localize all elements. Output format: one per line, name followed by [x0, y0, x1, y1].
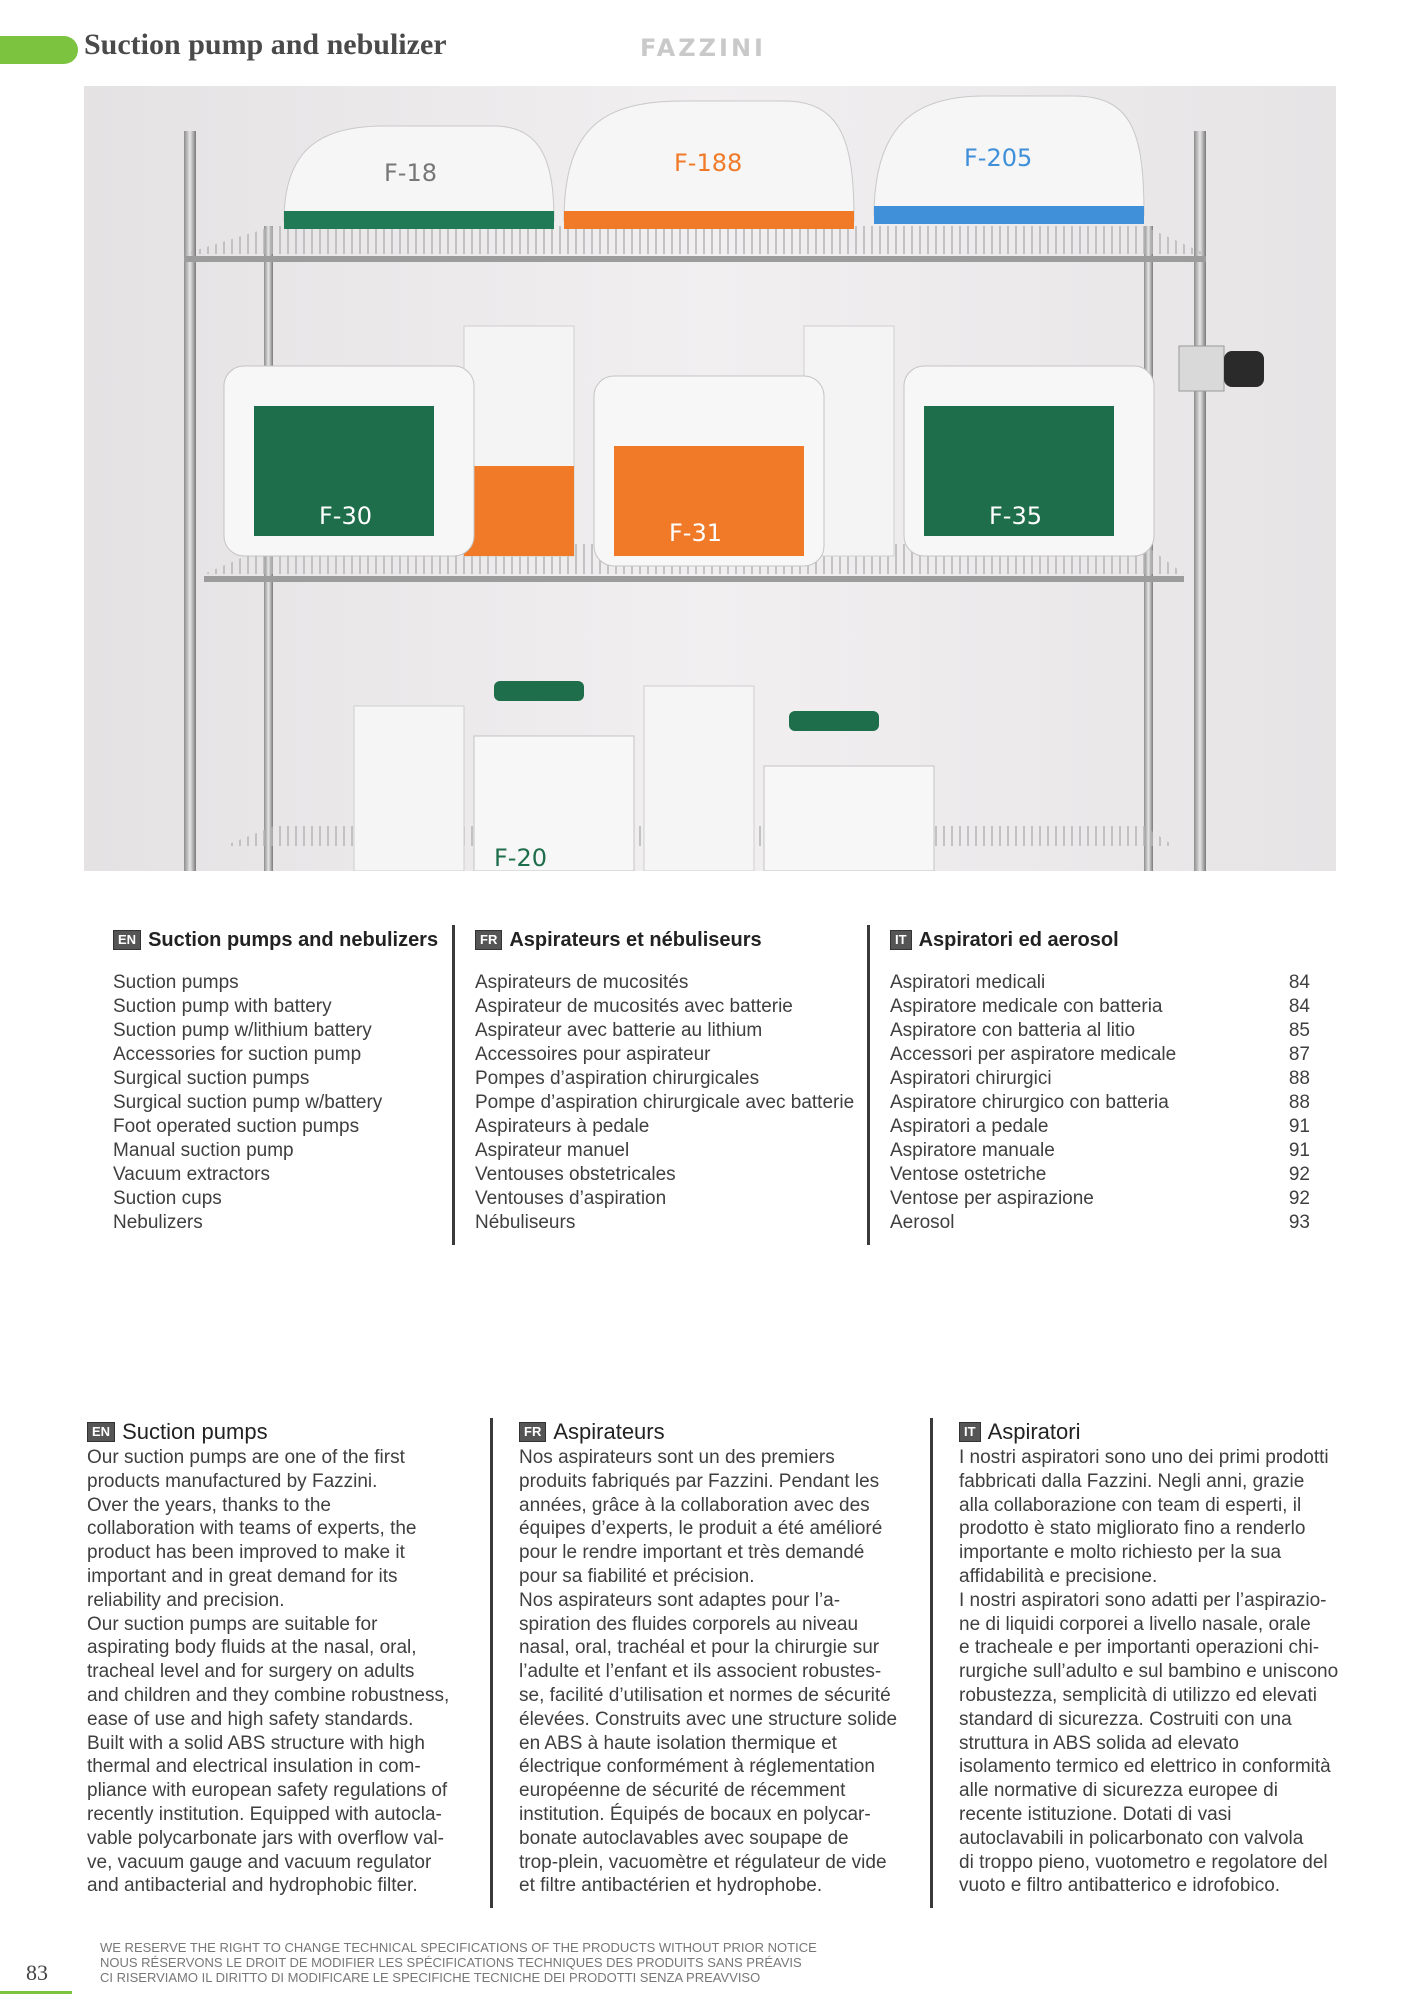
- toc-page-number: 88: [1288, 1092, 1310, 1113]
- description-body-en: Our suction pumps are one of the first products manufactured by Fazzini. Over the years, thanks to the collaboration with teams of experts, the product has been improved to make it important and in great demand for its reliability and precision. Our suction pumps are suitable for aspirating body fluids at the nasal, oral, tracheal level and for surgery on adults and children and they combine robustness, ease of use and high safety standards. Built with a solid ABS structure with high thermal and electrical insulation in com- pliance with european safety regulations of recently institution. Equipped with autocla- vable polycarbonate jars with overflow val- ve, vacuum gauge and vacuum regulator and antibacterial and hydrophobic filter.: [87, 1447, 450, 1897]
- language-badge-en: EN: [113, 930, 141, 950]
- description-heading-en: EN Suction pumps: [87, 1418, 477, 1446]
- toc-item[interactable]: Pompe d’aspiration chirurgicale avec batterie: [475, 1092, 855, 1113]
- description-fr: [490, 1418, 935, 1908]
- brand-logo: FAZZINI: [640, 34, 766, 62]
- language-badge-fr: FR: [475, 930, 502, 950]
- toc-page-number: 93: [1288, 1212, 1310, 1233]
- toc-item[interactable]: Aspirateurs à pedale: [475, 1116, 650, 1137]
- toc-item[interactable]: Manual suction pump: [113, 1140, 294, 1161]
- page-title: Suction pump and nebulizer: [84, 28, 447, 61]
- footer-line-fr: NOUS RÉSERVONS LE DROIT DE MODIFIER LES SPÉCIFICATIONS TECHNIQUES DES PRODUITS SANS PRÉAVIS: [100, 1955, 802, 1970]
- toc-page-number: 88: [1288, 1068, 1310, 1089]
- toc-item[interactable]: Ventouses obstetricales: [475, 1164, 676, 1185]
- svg-text:F-188: F-188: [674, 149, 743, 177]
- toc-page-number: 85: [1288, 1020, 1310, 1041]
- toc-item[interactable]: Aspirateur avec batterie au lithium: [475, 1020, 763, 1041]
- toc-page-number: 92: [1288, 1164, 1310, 1185]
- toc-column-fr: [452, 925, 875, 1245]
- page-number-underline: [0, 1991, 72, 1994]
- description-heading-fr: FR Aspirateurs: [519, 1418, 935, 1446]
- page-number: 83: [26, 1960, 48, 1985]
- section-tab-marker: [0, 36, 78, 64]
- toc-page-number: 92: [1288, 1188, 1310, 1209]
- product-photo: [84, 86, 1336, 871]
- footer-disclaimer: [100, 1940, 817, 1985]
- svg-text:F-35: F-35: [989, 502, 1043, 530]
- toc-item[interactable]: Aspiratori chirurgici 88: [890, 1068, 1310, 1089]
- toc-heading-fr: FR Aspirateurs et nébuliseurs: [475, 925, 875, 955]
- language-badge-en: EN: [87, 1422, 115, 1442]
- svg-text:F-205: F-205: [964, 144, 1033, 172]
- toc-item[interactable]: Aspirateurs de mucosités: [475, 972, 689, 993]
- toc-page-number: 84: [1288, 972, 1310, 993]
- toc-item[interactable]: Aspirateur de mucosités avec batterie: [475, 996, 793, 1017]
- svg-text:F-31: F-31: [669, 519, 723, 547]
- toc-item[interactable]: Nebulizers: [113, 1212, 203, 1233]
- toc-item[interactable]: Pompes d’aspiration chirurgicales: [475, 1068, 760, 1089]
- toc-item[interactable]: Aspiratori medicali 84: [890, 972, 1310, 993]
- toc-list-en: [113, 971, 443, 1235]
- toc-heading-en: EN Suction pumps and nebulizers: [113, 925, 443, 955]
- toc-item[interactable]: Aspirateur manuel: [475, 1140, 630, 1161]
- toc-page-number: 87: [1288, 1044, 1310, 1065]
- language-badge-it: IT: [890, 930, 912, 950]
- toc-item[interactable]: Accessories for suction pump: [113, 1044, 362, 1065]
- toc-item[interactable]: Ventose per aspirazione 92: [890, 1188, 1310, 1209]
- footer-line-en: WE RESERVE THE RIGHT TO CHANGE TECHNICAL SPECIFICATIONS OF THE PRODUCTS WITHOUT PRIOR NOTICE: [100, 1940, 817, 1955]
- toc-item[interactable]: Suction pumps: [113, 972, 239, 993]
- toc-item[interactable]: Vacuum extractors: [113, 1164, 270, 1185]
- toc-page-number: 91: [1288, 1116, 1310, 1137]
- toc-list-it: [890, 971, 1336, 1235]
- description-body-it: I nostri aspiratori sono uno dei primi prodotti fabbricati dalla Fazzini. Negli anni, grazie alla collaborazione con team di esperti, il prodotto è stato migliorato fino a renderlo importante e molto richiesto per la sua affidabilità e precisione. I nostri aspiratori sono adatti per l’aspirazio- ne di liquidi corporei a livello nasale, orale e tracheale e per importanti operazioni chi- rurgiche sull’adulto e sul bambino e uniscono robustezza, semplicità di utilizzo ed elevati standard di sicurezza. Costruiti con una struttura in ABS solida ad elevato isolamento termico ed elettrico in conformità alle normative di sicurezza europee di recente istituzione. Dotati di vasi autoclavabili in policarbonato con valvola di troppo pieno, vuotometro e regolatore del vuoto e filtro antibatterico e idrofobico.: [959, 1447, 1339, 1897]
- toc-heading-it: IT Aspiratori ed aerosol: [890, 925, 1336, 955]
- toc-item[interactable]: Surgical suction pump w/battery: [113, 1092, 383, 1113]
- toc-item[interactable]: Aspiratore manuale 91: [890, 1140, 1310, 1161]
- description-heading-it: IT Aspiratori: [959, 1418, 1379, 1446]
- toc-column-en: [113, 925, 443, 1245]
- toc-item[interactable]: Accessori per aspiratore medicale 87: [890, 1044, 1310, 1065]
- footer-line-it: CI RISERVIAMO IL DIRITTO DI MODIFICARE LE SPECIFICHE TECNICHE DEI PRODOTTI SENZA PREAVVISO: [100, 1970, 761, 1985]
- toc-item[interactable]: Surgical suction pumps: [113, 1068, 310, 1089]
- description-en: [87, 1418, 477, 1908]
- toc-item[interactable]: Aspiratore con batteria al litio 85: [890, 1020, 1310, 1041]
- toc-page-number: 84: [1288, 996, 1310, 1017]
- toc-item[interactable]: Aspiratore medicale con batteria 84: [890, 996, 1310, 1017]
- toc-item[interactable]: Suction cups: [113, 1188, 222, 1209]
- toc-item[interactable]: Foot operated suction pumps: [113, 1116, 360, 1137]
- svg-text:F-30: F-30: [319, 502, 373, 530]
- language-badge-it: IT: [959, 1422, 981, 1442]
- toc-column-it: [867, 925, 1336, 1245]
- toc-item[interactable]: Aspiratore chirurgico con batteria 88: [890, 1092, 1310, 1113]
- toc-item[interactable]: Ventouses d’aspiration: [475, 1188, 667, 1209]
- toc-item[interactable]: Nébuliseurs: [475, 1212, 576, 1233]
- svg-text:F-20: F-20: [494, 844, 548, 871]
- toc-item[interactable]: Aerosol 93: [890, 1212, 1310, 1233]
- toc-item[interactable]: Aspiratori a pedale 91: [890, 1116, 1310, 1137]
- toc-list-fr: [475, 971, 875, 1235]
- toc-item[interactable]: Suction pump w/lithium battery: [113, 1020, 372, 1041]
- toc-item[interactable]: Accessoires pour aspirateur: [475, 1044, 711, 1065]
- toc-item[interactable]: Ventose ostetriche 92: [890, 1164, 1310, 1185]
- toc-page-number: 91: [1288, 1140, 1310, 1161]
- svg-text:F-18: F-18: [384, 159, 438, 187]
- description-it: [930, 1418, 1379, 1908]
- language-badge-fr: FR: [519, 1422, 546, 1442]
- description-body-fr: Nos aspirateurs sont un des premiers produits fabriqués par Fazzini. Pendant les années, grâce à la collaboration avec des équipes d’experts, le produit a été amélioré pour le rendre important et très demandé pour sa fiabilité et précision. Nos aspirateurs sont adaptes pour l’a- spiration des fluides corporels au niveau nasal, oral, trachéal et pour la chirurgie sur l’adulte et l’enfant et ils associent robustes- se, facilité d’utilisation et normes de sécurité élevées. Construits avec une structure solide en ABS à haute isolation thermique et électrique conformément à réglementation européenne de sécurité de récemment institution. Équipés de bocaux en polycar- bonate autoclavables avec soupape de trop-plein, vacuomètre et régulateur de vide et filtre antibactérien et hydrophobe.: [519, 1447, 898, 1897]
- toc-item[interactable]: Suction pump with battery: [113, 996, 332, 1017]
